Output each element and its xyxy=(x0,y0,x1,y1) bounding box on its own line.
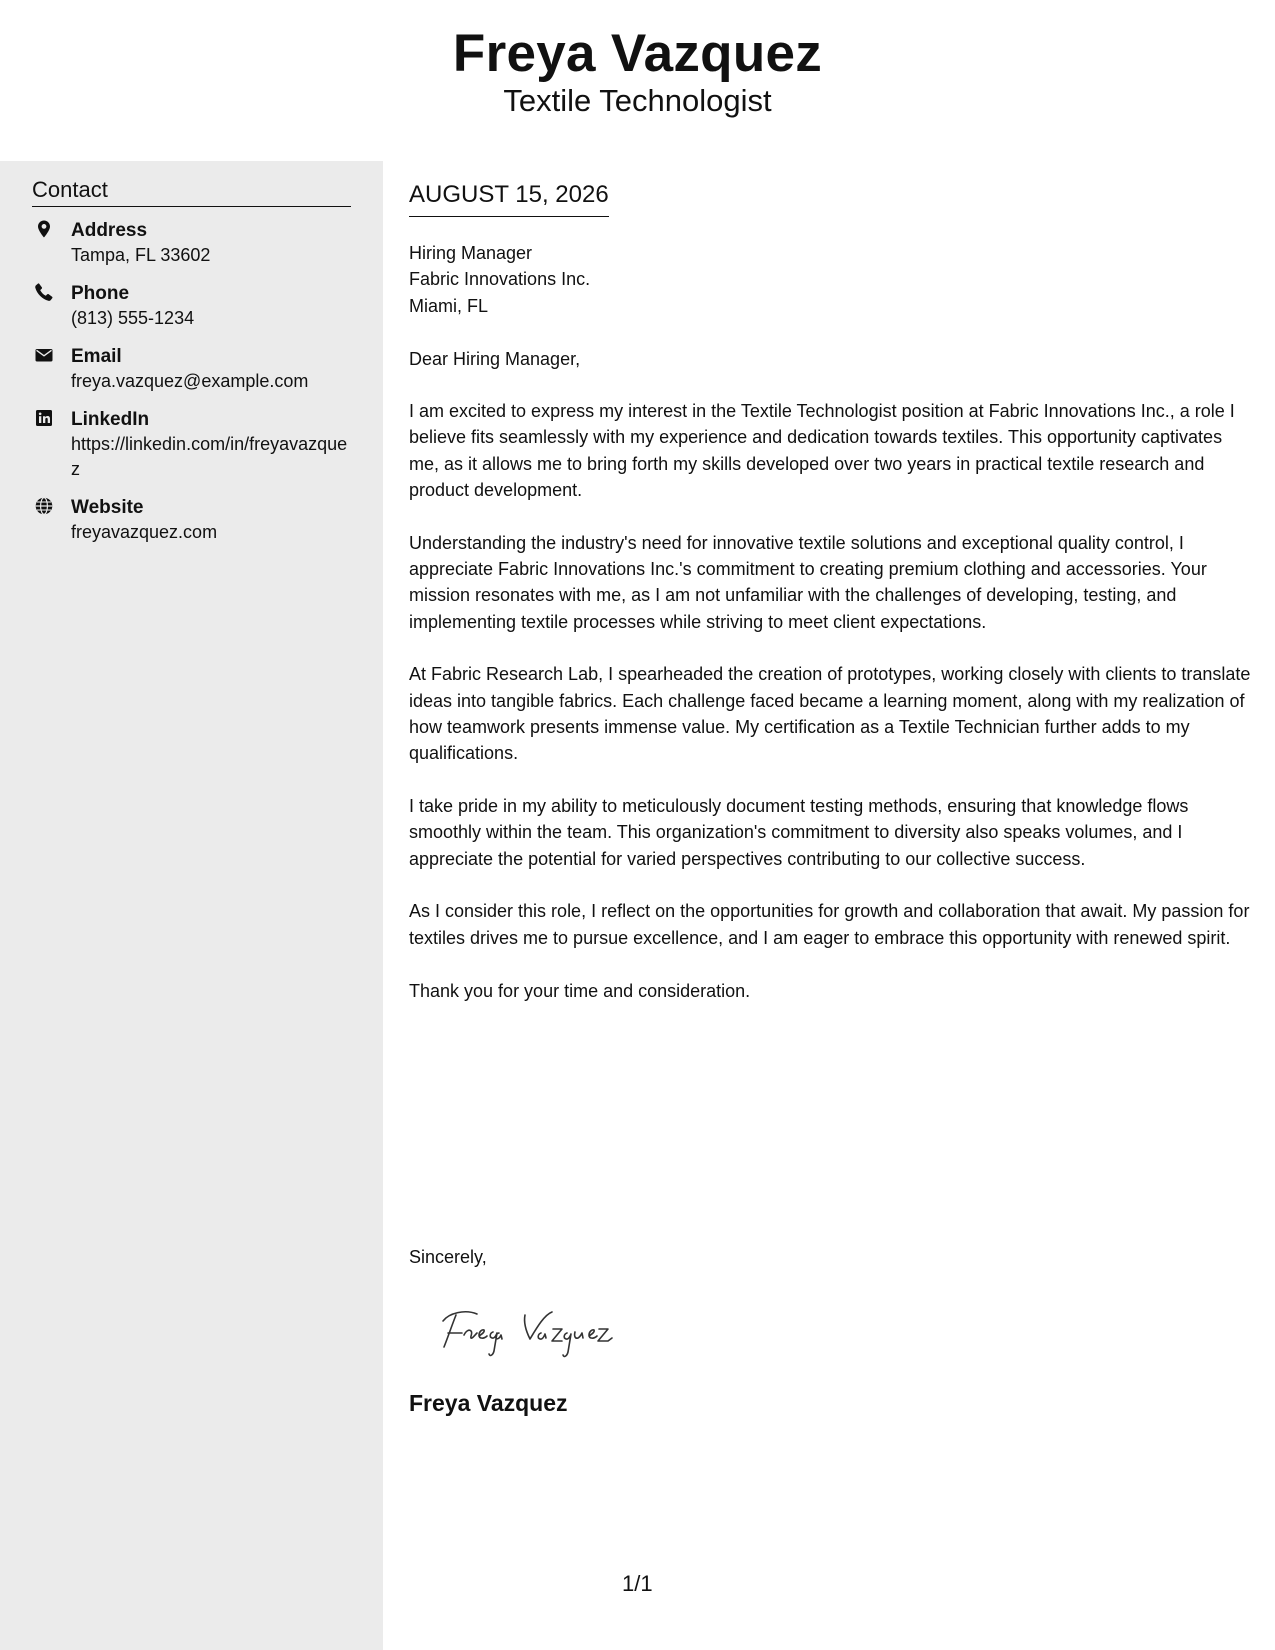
signer-name: Freya Vazquez xyxy=(409,1390,568,1416)
handwritten-signature xyxy=(429,1291,669,1371)
contact-label-address: Address xyxy=(71,220,148,241)
map-pin-icon xyxy=(34,219,54,239)
applicant-title: Textile Technologist xyxy=(503,83,772,118)
letter-paragraphs xyxy=(409,398,1254,1030)
globe-icon xyxy=(34,496,54,516)
salutation: Dear Hiring Manager, xyxy=(409,349,581,369)
page-number: 1/1 xyxy=(622,1571,653,1596)
contact-label-website: Website xyxy=(71,497,144,518)
contact-sidebar xyxy=(0,161,383,1650)
phone-icon xyxy=(34,282,54,302)
linkedin-icon xyxy=(34,408,54,428)
contact-value-website[interactable]: freyavazquez.com xyxy=(71,522,218,542)
contact-item-email xyxy=(32,344,352,394)
contact-label-email: Email xyxy=(71,346,122,367)
recipient-line: Hiring Manager xyxy=(409,243,533,263)
contact-list xyxy=(32,218,352,558)
letter-header xyxy=(0,0,1275,161)
recipient-company: Fabric Innovations Inc. xyxy=(409,269,591,290)
contact-label-linkedin: LinkedIn xyxy=(71,409,150,430)
closing: Sincerely, xyxy=(409,1247,487,1267)
paragraph: At Fabric Research Lab, I spearheaded the creation of prototypes, working closely with clients to translate ideas into tangible fabrics. Each challenge faced became a learning moment, along with my realization of how teamwork presents immense value. My certification as a Textile Technician further adds to my qualifications. xyxy=(409,664,1251,764)
envelope-icon xyxy=(34,345,54,365)
contact-label-phone: Phone xyxy=(71,283,130,304)
contact-section-title: Contact xyxy=(32,175,351,207)
recipient-location: Miami, FL xyxy=(409,295,489,316)
paragraph: As I consider this role, I reflect on the opportunities for growth and collaboration that await. My passion for textiles drives me to pursue excellence, and I am eager to embrace this opportunity with renewed spirit. xyxy=(409,901,1250,948)
paragraph: Thank you for your time and consideration. xyxy=(409,980,751,1001)
contact-item-website xyxy=(32,495,352,545)
applicant-name: Freya Vazquez xyxy=(452,24,823,83)
paragraph: Understanding the industry's need for innovative textile solutions and exceptional quality control, I appreciate Fabric Innovations Inc.'s commitment to creating premium clothing and accessories. Your mission resonates with me, as I am not unfamiliar with the challenges of developing, testing, and implementing textile processes while striving to meet client expectations. xyxy=(409,532,1207,632)
contact-value-address: Tampa, FL 33602 xyxy=(71,245,211,265)
contact-value-email[interactable]: freya.vazquez@example.com xyxy=(71,371,309,391)
contact-value-linkedin[interactable]: https://linkedin.com/in/freyavazquez xyxy=(71,434,348,479)
paragraph: I take pride in my ability to meticulously document testing methods, ensuring that knowledge flows smoothly within the team. This organization's commitment to diversity also speaks volumes, and I appreciate the potential for varied perspectives contributing to our collective success. xyxy=(409,796,1189,869)
contact-item-linkedin xyxy=(32,407,352,482)
contact-value-phone: (813) 555-1234 xyxy=(71,308,195,328)
contact-item-phone xyxy=(32,281,352,331)
letter-date: AUGUST 15, 2026 xyxy=(409,179,609,217)
contact-item-address xyxy=(32,218,352,268)
recipient-block xyxy=(409,240,590,319)
paragraph: I am excited to express my interest in the Textile Technologist position at Fabric Innovations Inc., a role I believe fits seamlessly with my experience and dedication towards textiles. This opportunity captivates me, as it allows me to bring forth my skills developed over two years in practical textile research and product development. xyxy=(409,401,1235,500)
